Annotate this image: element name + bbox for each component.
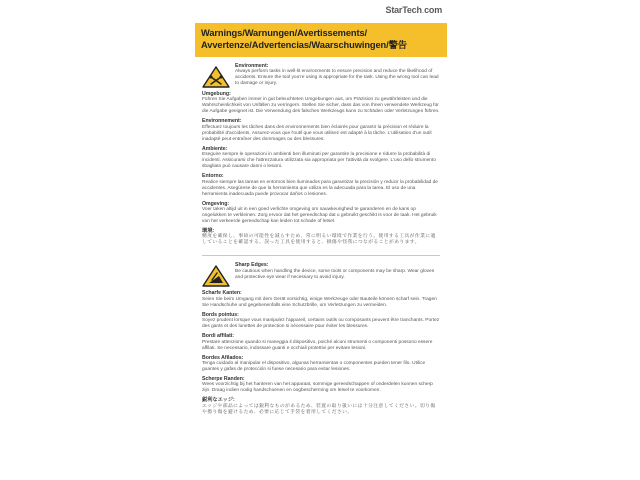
translation-title: Scherpe Randen: xyxy=(202,376,245,383)
translation-title: Bordi affilati: xyxy=(202,333,234,340)
translation-text: Tenga cuidado al manipular el dispositivo, algunas herramientas o componentes pueden tener filo. Utilice guantes y gafas de protección si fuese necesario para evitar lesiones. xyxy=(202,361,426,373)
translation-text: Realice siempre las tareas en entornos bien iluminados para garantizar la precisión y reducir la probabilidad de accidentes. Asegúrese de que la herramienta que utiliza es la adecuada para la tarea. El uso de una herramienta inadecuada puede provocar daños o lesiones. xyxy=(202,179,438,197)
warning-triangle-icon xyxy=(202,265,230,287)
translation-title: 環境: xyxy=(202,228,215,235)
startech-logo: StarTech.com xyxy=(385,5,442,15)
translation-title: Ambiente: xyxy=(202,145,228,152)
translation-title: 鋭利なエッジ: xyxy=(202,397,235,404)
sharp-edges-header xyxy=(202,262,440,287)
translation-text: Voer taken altijd uit in een goed verlichte omgeving om nauwkeurigheid te garanderen en de kans op ongelukken te verkleinen. Zorg ervoor dat het gereedschap dat u gebruikt geschikt is voor de taak. Het gebruik van het verkeerde gereedschap kan leiden tot schade of letsel. xyxy=(202,207,437,225)
warnings-content xyxy=(202,63,440,419)
translation-title: Scharfe Kanten: xyxy=(202,290,242,297)
translation-text: Eseguire sempre le operazioni in ambienti ben illuminati per garantire la precisione e ridurre la probabilità di incidenti. Assicurarsi che l'attrezzatura utilizzata sia appropriata per l'attività da svolgere. L'uso dello strumento sbagliato può causare danni o lesioni. xyxy=(202,152,436,170)
translation-text: Wees voorzichtig bij het hanteren van het apparaat, sommige gereedschappen of onderdelen kunnen scherp zijn. Draag indien nodig handschoenen en oogbescherming om letsel te voorkomen. xyxy=(202,382,433,394)
sharp-edges-text: Be cautious when handling the device, some tools or components may be sharp. Wear gloves and protective eye wear if necessary to avoid injury. xyxy=(235,268,435,280)
translation-text: 精度を確保し、事故の可能性を減らすため、常に明るい環境で作業を行う。使用する工具が作業に適していることを確認する。誤った工具を使用すると、損傷や怪我につながることがあります。 xyxy=(202,234,436,246)
section-divider xyxy=(202,255,440,256)
environment-text: Always perform tasks in well-lit environments to ensure precision and reduce the likelihood of accidents. Ensure the tool you're using is appropriate for the task. Using the wrong tool can lead to damage or injury. xyxy=(235,69,439,87)
sharp-edges-translation xyxy=(202,376,440,394)
sharp-edges-translation xyxy=(202,355,440,373)
translation-title: Environnement: xyxy=(202,118,242,125)
translation-title: Bords pointus: xyxy=(202,311,239,318)
translation-text: Effectuez toujours les tâches dans des environnements bien éclairés pour garantir la précision et réduire la probabilité d'accidents. Assurez-vous que l'outil que vous utilisez est adapté à la tâche. L'utilisation d'un outil inadapté peut entraîner des dommages ou des blessures. xyxy=(202,124,432,142)
environment-header xyxy=(202,63,440,88)
sharp-edges-translation xyxy=(202,290,440,308)
translation-title: Bordes Afilados: xyxy=(202,354,244,361)
sharp-edges-translation xyxy=(202,333,440,351)
translation-title: Umgebung: xyxy=(202,91,231,97)
environment-translation xyxy=(202,146,440,170)
translation-text: エッジや部品によっては鋭利なものがあるため、装置の取り扱いには十分注意してください。切り傷や擦り傷を避けるため、必要に応じて手袋を着用してください。 xyxy=(202,403,436,415)
environment-translation xyxy=(202,201,440,225)
translation-text: Prestare attenzione quando si maneggia il dispositivo, poiché alcuni strumenti o componenti possono essere affilati. Se necessario, indossare guanti e occhiali protettivi per evitare lesioni. xyxy=(202,339,433,351)
warning-triangle-icon xyxy=(202,66,230,88)
banner-title-line-2: Avvertenze/Advertencias/Waarschuwingen/警告 xyxy=(201,40,408,50)
environment-translation xyxy=(202,118,440,142)
translation-text: Führen Sie Aufgaben immer in gut beleuchteten Umgebungen aus, um Präzision zu gewährleisten und die Wahrscheinlichkeit von Unfällen zu verringern. Stellen Sie sicher, dass das von Ihnen verwendete Werkzeug für die Aufgabe geeignet ist. Die Verwendung des falschen Werkzeugs kann zu Schäden oder Verletzungen führen. xyxy=(202,97,440,115)
environment-translation xyxy=(202,91,440,115)
environment-translation xyxy=(202,173,440,197)
sharp-edges-translation xyxy=(202,397,440,415)
environment-title: Environment: xyxy=(235,63,269,69)
banner-title-line-1: Warnings/Warnungen/Avertissements/ xyxy=(201,28,368,38)
environment-translation xyxy=(202,228,440,246)
translation-title: Omgeving: xyxy=(202,200,230,207)
sharp-edges-title: Sharp Edges: xyxy=(235,262,269,269)
warnings-banner xyxy=(195,23,447,57)
translation-title: Entorno: xyxy=(202,173,224,180)
translation-text: Seien Sie beim Umgang mit dem Gerät vorsichtig, einige Werkzeuge oder Bauteile können scharf sein. Tragen Sie Handschuhe und gegebenenfalls eine Schutzbrille, um Verletzungen zu vermeiden. xyxy=(202,296,437,308)
sharp-edges-translation xyxy=(202,312,440,330)
translation-text: Soyez prudent lorsque vous manipulez l'appareil, certains outils ou composants peuvent être tranchants. Portez des gants et des lunettes de protection si nécessaire pour éviter les blessures. xyxy=(202,318,440,330)
